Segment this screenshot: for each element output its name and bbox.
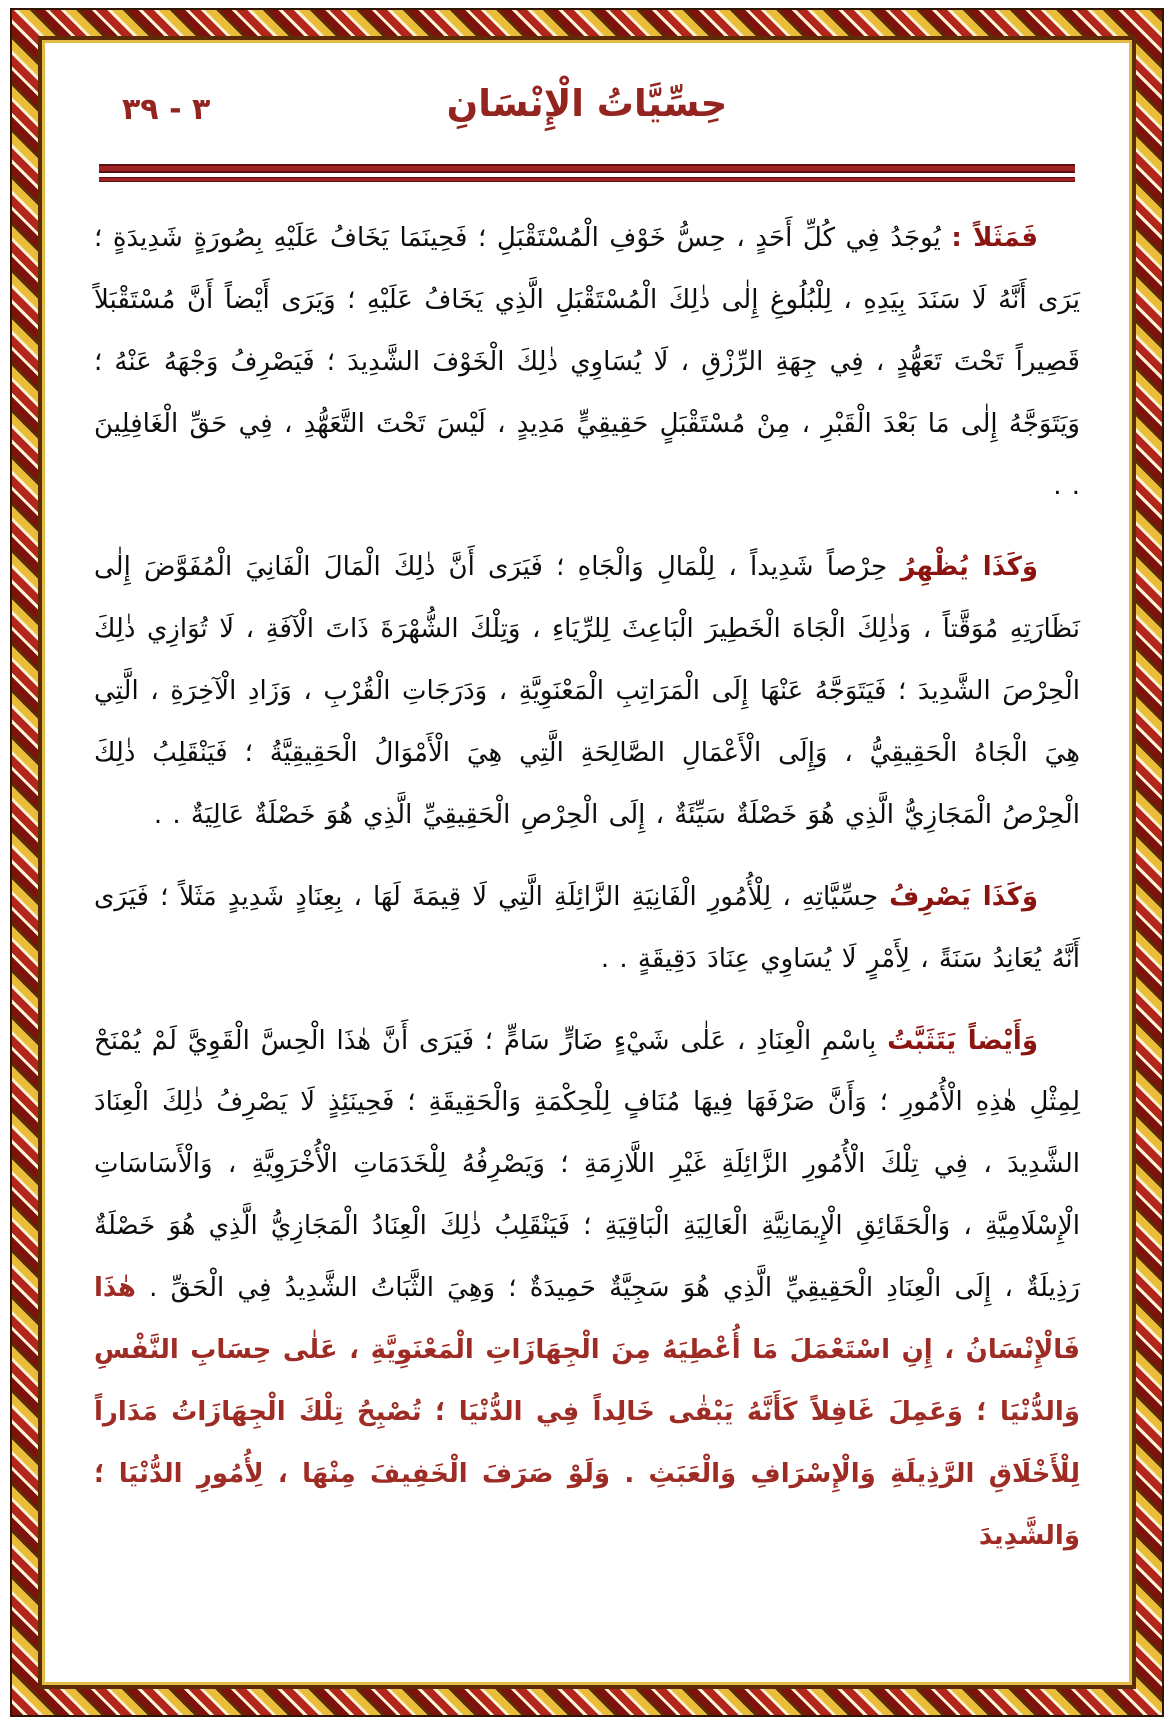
paragraph-lead: وَكَذَا يَصْرِفُ	[889, 881, 1038, 912]
paragraph-lead: وَكَذَا يُظْهِرُ	[900, 552, 1038, 583]
paragraph	[94, 537, 1080, 846]
divider-thick-rule	[99, 164, 1075, 173]
paragraph-body: حِرْصاً شَدِيداً ، لِلْمَالِ وَالْجَاهِ ؛ فَيَرَى أَنَّ ذٰلِكَ الْمَالَ الْفَانِيَ الْمُفَوَّضَ إِلٰى نَظَارَتِهِ مُوَقَّتاً ، وَذٰلِكَ الْجَاهَ الْخَطِيرَ الْبَاعِثَ لِلرِّيَاءِ ، وَتِلْكَ الشُّهْرَةَ ذَاتَ الْآفَةِ ، لَا تُوَازِي ذٰلِكَ الْحِرْصَ الشَّدِيدَ ؛ فَيَتَوَجَّهُ عَنْهَا إِلَى الْمَرَاتِبِ الْمَعْنَوِيَّةِ ، وَدَرَجَاتِ الْقُرْبِ ، وَزَادِ الْآخِرَةِ ، الَّتِي هِيَ الْجَاهُ الْحَقِيقِيُّ ، وَإِلَى الْأَعْمَالِ الصَّالِحَةِ الَّتِي هِيَ الْأَمْوَالُ الْحَقِيقِيَّةُ ؛ فَيَنْقَلِبُ ذٰلِكَ الْحِرْصُ الْمَجَازِيُّ الَّذِي هُوَ خَصْلَةٌ سَيِّئَةٌ ، إِلَى الْحِرْصِ الْحَقِيقِيِّ الَّذِي هُوَ خَصْلَةٌ عَالِيَةٌ . .	[94, 552, 1080, 830]
divider-thin-rule	[99, 177, 1075, 182]
ornamental-border	[10, 8, 1164, 1717]
paragraph-lead: وَأَيْضاً يَتَثَبَّتُ	[887, 1025, 1039, 1056]
page-title: حِسِّيَّاتُ الْإِنْسَانِ	[446, 82, 728, 125]
paragraph-lead: فَمَثَلاً :	[951, 223, 1038, 253]
page-content-area	[38, 36, 1136, 1689]
page-number: ٣ - ٣٩	[122, 92, 211, 127]
paragraph	[94, 867, 1080, 991]
title-divider	[99, 164, 1075, 182]
paragraph-body: حِسِّيَّاتِهِ ، لِلْأُمُورِ الْفَانِيَةِ الزَّائِلَةِ الَّتِي لَا قِيمَةَ لَهَا ، بِعِنَادٍ شَدِيدٍ مَثَلاً ؛ فَيَرَى أَنَّهُ يُعَانِدُ سَنَةً ، لِأَمْرٍ لَا يُسَاوِي عِنَادَ دَقِيقَةٍ . .	[94, 881, 1080, 974]
paragraph-body: يُوجَدُ فِي كُلِّ أَحَدٍ ، حِسُّ خَوْفِ الْمُسْتَقْبَلِ ؛ فَحِينَمَا يَخَافُ عَلَيْهِ بِصُورَةٍ شَدِيدَةٍ ؛ يَرَى أَنَّهُ لَا سَنَدَ بِيَدِهِ ، لِلْبُلُوغِ إِلٰى ذٰلِكَ الْمُسْتَقْبَلِ الَّذِي يَخَافُ عَلَيْهِ ؛ وَيَرَى أَيْضاً أَنَّ مُسْتَقْبَلاً قَصِيراً تَحْتَ تَعَهُّدٍ ، فِي جِهَةِ الرِّزْقِ ، لَا يُسَاوِي ذٰلِكَ الْخَوْفَ الشَّدِيدَ ؛ فَيَصْرِفُ وَجْهَهُ عَنْهُ ؛ وَيَتَوَجَّهُ إِلٰى مَا بَعْدَ الْقَبْرِ ، مِنْ مُسْتَقْبَلٍ حَقِيقِيٍّ مَدِيدٍ ، لَيْسَ تَحْتَ التَّعَهُّدِ ، فِي حَقِّ الْغَافِلِينَ . .	[94, 223, 1080, 501]
paragraph	[94, 208, 1080, 517]
paragraph	[94, 1011, 1080, 1568]
page-header	[94, 74, 1080, 146]
paragraph-body: بِاسْمِ الْعِنَادِ ، عَلٰى شَيْءٍ ضَارٍّ سَامٍّ ؛ فَيَرَى أَنَّ هٰذَا الْحِسَّ الْقَوِيَّ لَمْ يُمْنَحْ لِمِثْلِ هٰذِهِ الْأُمُورِ ؛ وَأَنَّ صَرْفَهَا فِيهَا مُنَافٍ لِلْحِكْمَةِ وَالْحَقِيقَةِ ؛ فَحِينَئِذٍ لَا يَصْرِفُ ذٰلِكَ الْعِنَادَ الشَّدِيدَ ، فِي تِلْكَ الْأُمُورِ الزَّائِلَةِ غَيْرِ اللَّازِمَةِ ؛ وَيَصْرِفُهُ لِلْخَدَمَاتِ الْأُخْرَوِيَّةِ ، وَالْأَسَاسَاتِ الْإِسْلَامِيَّةِ ، وَالْحَقَائِقِ الْإِيمَانِيَّةِ الْعَالِيَةِ الْبَاقِيَةِ ؛ فَيَنْقَلِبُ ذٰلِكَ الْعِنَادُ الْمَجَازِيُّ الَّذِي هُوَ خَصْلَةٌ رَذِيلَةٌ ، إِلَى الْعِنَادِ الْحَقِيقِيِّ الَّذِي هُوَ سَجِيَّةٌ حَمِيدَةٌ ؛ وَهِيَ الثَّبَاتُ الشَّدِيدُ فِي الْحَقِّ .	[94, 1025, 1080, 1303]
paragraph-red-tail: هٰذَا فَالْإِنْسَانُ ، إِنِ اسْتَعْمَلَ مَا أُعْطِيَهُ مِنَ الْجِهَازَاتِ الْمَعْنَوِيَّةِ ، عَلٰى حِسَابِ النَّفْسِ وَالدُّنْيَا ؛ وَعَمِلَ غَافِلاً كَأَنَّهُ يَبْقٰى خَالِداً فِي الدُّنْيَا ؛ تُصْبِحُ تِلْكَ الْجِهَازَاتُ مَدَاراً لِلْأَخْلَاقِ الرَّذِيلَةِ وَالْإِسْرَافِ وَالْعَبَثِ . وَلَوْ صَرَفَ الْخَفِيفَ مِنْهَا ، لِأُمُورِ الدُّنْيَا ؛ وَالشَّدِيدَ	[94, 1273, 1080, 1551]
